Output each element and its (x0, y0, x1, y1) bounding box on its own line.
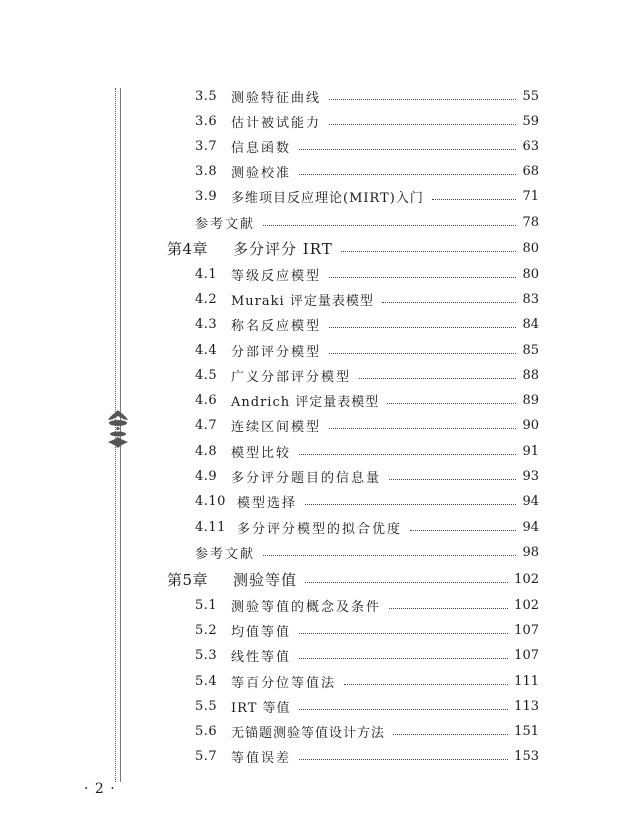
page-ref: 102 (514, 597, 539, 613)
section-number: 3.9 (195, 188, 218, 204)
section-title: 参考文献 (195, 216, 256, 232)
section-title: 等百分位等值法 (231, 675, 337, 691)
section-title: 分部评分模型 (231, 344, 322, 360)
toc-entry-5-2[interactable] (195, 619, 539, 641)
toc-entry-3-9[interactable] (195, 185, 539, 207)
section-title: 多分评分模型的拟合优度 (237, 521, 403, 537)
page-ref: 91 (522, 443, 539, 459)
dot-leader (299, 454, 516, 455)
chapter-title: 多分评分 IRT (233, 239, 333, 258)
section-number: 3.6 (195, 113, 218, 129)
toc-entry-5-4[interactable] (195, 670, 539, 692)
dot-leader (263, 555, 516, 556)
section-title: 测验特征曲线 (231, 90, 322, 106)
page-ref: 102 (514, 571, 539, 587)
section-title: 模型选择 (237, 495, 298, 511)
toc-entry-4-11[interactable] (195, 516, 539, 538)
dot-leader (393, 734, 508, 735)
page-ref: 78 (522, 214, 539, 230)
section-title: 测验校准 (231, 165, 292, 181)
section-title: 广义分部评分模型 (231, 369, 352, 385)
page-ref: 71 (522, 188, 539, 204)
dot-leader (329, 124, 516, 125)
toc-entry-5-7[interactable] (195, 745, 539, 767)
toc-entry-4-4[interactable] (195, 339, 539, 361)
dot-leader (299, 149, 516, 150)
section-number: 4.11 (195, 519, 226, 535)
page-ref: 80 (522, 240, 539, 256)
dot-leader (344, 684, 508, 685)
section-title: 多维项目反应理论(MIRT)入门 (231, 190, 424, 206)
page-ref: 98 (522, 544, 539, 560)
toc-entry-4-3[interactable] (195, 313, 539, 335)
page-ref: 90 (522, 417, 539, 433)
section-number: 5.5 (195, 698, 218, 714)
dot-leader (299, 658, 508, 659)
section-number: 4.7 (195, 417, 218, 433)
dot-leader (329, 277, 516, 278)
toc-entry-3-6[interactable] (195, 110, 539, 132)
section-number: 4.6 (195, 392, 218, 408)
section-title: Andrich 评定量表模型 (231, 394, 380, 410)
section-title: 称名反应模型 (231, 318, 322, 334)
section-title: 估计被试能力 (231, 115, 322, 131)
dot-leader (305, 582, 508, 583)
section-title: 连续区间模型 (231, 419, 322, 435)
section-title: 信息函数 (231, 140, 292, 156)
toc-entry-5-1[interactable] (195, 594, 539, 616)
page-number: · 2 · (84, 781, 116, 797)
dot-leader (341, 251, 517, 252)
page-ref: 80 (522, 266, 539, 282)
section-title: 测验等值的概念及条件 (231, 599, 382, 615)
dot-leader (305, 504, 516, 505)
dot-leader (410, 530, 516, 531)
section-title: 参考文献 (195, 546, 256, 562)
section-number: 3.8 (195, 163, 218, 179)
dot-leader (359, 378, 516, 379)
section-number: 4.4 (195, 342, 218, 358)
section-number: 4.10 (195, 493, 226, 509)
toc-entry-3-5[interactable] (195, 85, 539, 107)
toc-entry-references-4[interactable] (195, 541, 539, 563)
toc-entry-5-3[interactable] (195, 644, 539, 666)
section-number: 5.2 (195, 622, 218, 638)
page-ref: 151 (514, 723, 539, 739)
section-number: 5.4 (195, 673, 218, 689)
section-title: 等级反应模型 (231, 268, 322, 284)
page-ref: 93 (522, 468, 539, 484)
page-ref: 94 (522, 519, 539, 535)
section-title: 线性等值 (231, 649, 292, 665)
section-title: 模型比较 (231, 445, 292, 461)
section-number: 5.7 (195, 748, 218, 764)
section-title: 多分评分题目的信息量 (231, 470, 382, 486)
page-ref: 59 (522, 113, 539, 129)
toc-entry-5-6[interactable] (195, 720, 539, 742)
section-number: 4.2 (195, 291, 218, 307)
dot-leader (299, 759, 508, 760)
page-ref: 68 (522, 163, 539, 179)
dot-leader (329, 428, 516, 429)
page-ref: 63 (522, 138, 539, 154)
section-number: 4.8 (195, 443, 218, 459)
toc-entry-4-5[interactable] (195, 364, 539, 386)
dot-leader (432, 199, 517, 200)
section-number: 5.1 (195, 597, 218, 613)
page-ref: 107 (514, 622, 539, 638)
page-ref: 84 (522, 316, 539, 332)
toc-entry-5-5[interactable] (195, 695, 539, 717)
toc-entry-3-8[interactable] (195, 160, 539, 182)
page-ref: 55 (522, 88, 539, 104)
section-number: 4.5 (195, 367, 218, 383)
dot-leader (382, 302, 517, 303)
dot-leader (329, 327, 516, 328)
page-ref: 107 (514, 647, 539, 663)
page-ref: 85 (522, 342, 539, 358)
chapter-title: 测验等值 (233, 570, 298, 589)
dot-leader (329, 99, 516, 100)
chapter-number: 第4章 (167, 239, 209, 258)
section-title: IRT 等值 (231, 700, 291, 716)
page-ref: 113 (514, 698, 539, 714)
section-number: 5.6 (195, 723, 218, 739)
dot-leader (299, 633, 508, 634)
dot-leader (299, 709, 509, 710)
page-ref: 111 (514, 673, 539, 689)
section-number: 4.9 (195, 468, 218, 484)
page-ref: 88 (522, 367, 539, 383)
dot-leader (329, 353, 516, 354)
page-ref: 153 (514, 748, 539, 764)
section-number: 4.3 (195, 316, 218, 332)
toc-entry-4-2[interactable] (195, 288, 539, 310)
section-number: 5.3 (195, 647, 218, 663)
toc-entry-4-7[interactable] (195, 414, 539, 436)
dot-leader (387, 403, 516, 404)
page-ref: 89 (522, 392, 539, 408)
dot-leader (263, 225, 516, 226)
section-title: 均值等值 (231, 624, 292, 640)
dot-leader (299, 174, 516, 175)
toc-entry-references-3[interactable] (195, 211, 539, 233)
section-title: Muraki 评定量表模型 (231, 293, 374, 309)
toc-chapter-4[interactable] (167, 237, 539, 259)
toc-chapter-5[interactable] (167, 568, 539, 590)
chapter-number: 第5章 (167, 570, 209, 589)
toc-entry-4-9[interactable] (195, 465, 539, 487)
toc-entry-4-10[interactable] (195, 490, 539, 512)
toc-entry-3-7[interactable] (195, 135, 539, 157)
toc-entry-4-6[interactable] (195, 389, 539, 411)
dot-leader (389, 608, 508, 609)
section-number: 4.1 (195, 266, 218, 282)
section-title: 等值误差 (231, 750, 292, 766)
section-number: 3.5 (195, 88, 218, 104)
section-title: 无锚题测验等值设计方法 (231, 725, 386, 741)
toc-entry-4-1[interactable] (195, 263, 539, 285)
page-ref: 94 (522, 493, 539, 509)
page-ref: 83 (522, 291, 539, 307)
dot-leader (389, 479, 516, 480)
section-number: 3.7 (195, 138, 218, 154)
toc-entry-4-8[interactable] (195, 440, 539, 462)
